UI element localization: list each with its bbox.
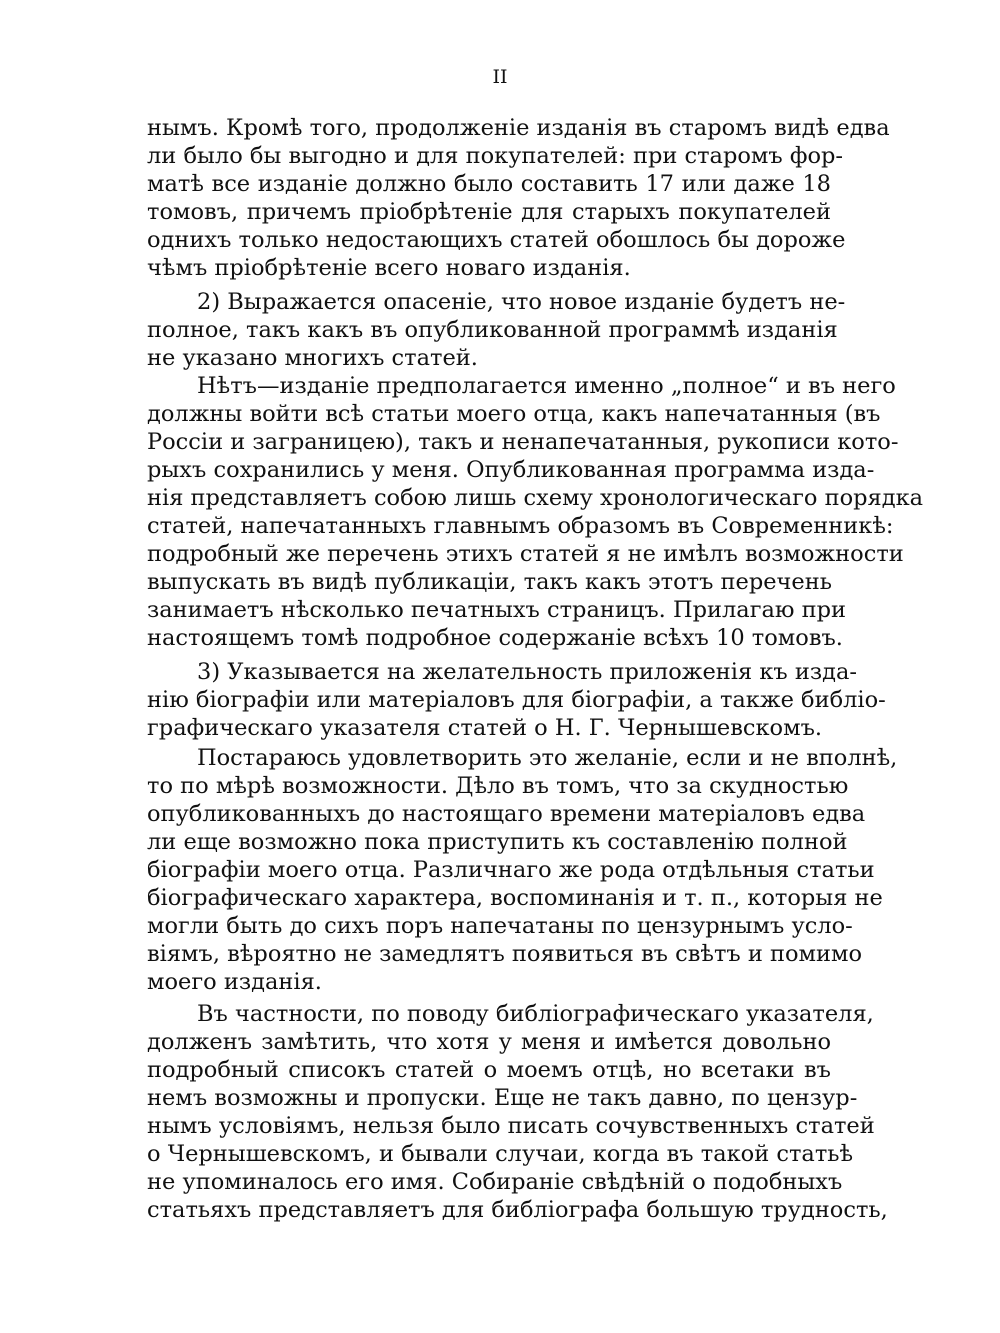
text-line: могли быть до сихъ поръ напечатаны по цензурнымъ усло- <box>147 913 853 939</box>
text-line: занимаетъ нѣсколько печатныхъ страницъ. Прилагаю при <box>147 597 847 623</box>
text-line: не указано многихъ статей. <box>147 345 478 371</box>
text-line: статей, напечатанныхъ главнымъ образомъ въ Современникѣ: <box>147 513 894 539</box>
text-line: нія представляетъ собою лишь схему хронологическаго порядка <box>147 485 924 511</box>
text-line: нымъ. Кромѣ того, продолженіе изданія въ старомъ видѣ едва <box>147 115 890 141</box>
text-line: долженъ замѣтить, что хотя у меня и имѣется довольно <box>147 1029 831 1055</box>
text-line: полное, такъ какъ въ опубликованной программѣ изданія <box>147 317 838 343</box>
text-line: опубликованныхъ до настоящаго времени матеріаловъ едва <box>147 801 866 827</box>
text-line: о Чернышевскомъ, и бывали случаи, когда въ такой статьѣ <box>147 1141 854 1167</box>
text-line: однихъ только недостающихъ статей обошлось бы дороже <box>147 227 846 253</box>
text-line: 3) Указывается на желательность приложенія къ изда- <box>197 659 857 685</box>
text-line: графическаго указателя статей о Н. Г. Чернышевскомъ. <box>147 715 823 741</box>
text-line: віямъ, вѣроятно не замедлятъ появиться въ свѣтъ и помимо <box>147 941 863 967</box>
text-line: Постараюсь удовлетворить это желаніе, если и не вполнѣ, <box>197 745 898 771</box>
text-line: выпускать въ видѣ публикаціи, такъ какъ этотъ перечень <box>147 569 832 595</box>
text-line: должны войти всѣ статьи моего отца, какъ напечатанныя (въ <box>147 401 881 427</box>
text-line: ли было бы выгодно и для покупателей: при старомъ фор- <box>147 143 844 169</box>
text-line: чѣмъ пріобрѣтеніе всего новаго изданія. <box>147 255 631 281</box>
text-line: не упоминалось его имя. Собираніе свѣдѣній о подобныхъ <box>147 1169 843 1195</box>
text-line: ли еще возможно пока приступить къ составленію полной <box>147 829 848 855</box>
page-number: II <box>492 66 508 88</box>
text-line: подробный же перечень этихъ статей я не имѣлъ возможности <box>147 541 904 567</box>
text-line: рыхъ сохранились у меня. Опубликованная программа изда- <box>147 457 875 483</box>
text-line: настоящемъ томѣ подробное содержаніе всѣхъ 10 томовъ. <box>147 625 843 651</box>
text-line: Въ частности, по поводу библіографическаго указателя, <box>197 1001 874 1027</box>
text-line: матѣ все изданіе должно было составить 17 или даже 18 <box>147 171 831 197</box>
text-line: моего изданія. <box>147 969 322 995</box>
text-line: Нѣтъ—изданіе предполагается именно „полное“ и въ него <box>197 373 896 399</box>
text-line: нію біографіи или матеріаловъ для біографіи, а также библіо- <box>147 687 886 713</box>
text-line: 2) Выражается опасеніе, что новое изданіе будетъ не- <box>197 289 846 315</box>
text-line: томовъ, причемъ пріобрѣтеніе для старыхъ покупателей <box>147 199 831 225</box>
text-line: статьяхъ представляетъ для библіографа большую трудность, <box>147 1197 888 1223</box>
text-line: біографическаго характера, воспоминанія и т. п., которыя не <box>147 885 883 911</box>
text-line: то по мѣрѣ возможности. Дѣло въ томъ, что за скудностью <box>147 773 849 799</box>
text-line: немъ возможны и пропуски. Еще не такъ давно, по цензур- <box>147 1085 858 1111</box>
text-line: подробный списокъ статей о моемъ отцѣ, но всетаки въ <box>147 1057 831 1083</box>
text-line: нымъ условіямъ, нельзя было писать сочувственныхъ статей <box>147 1113 875 1139</box>
text-line: Россіи и заграницею), такъ и ненапечатанныя, рукописи кото- <box>147 429 899 455</box>
text-line: біографіи моего отца. Различнаго же рода отдѣльныя статьи <box>147 857 875 883</box>
